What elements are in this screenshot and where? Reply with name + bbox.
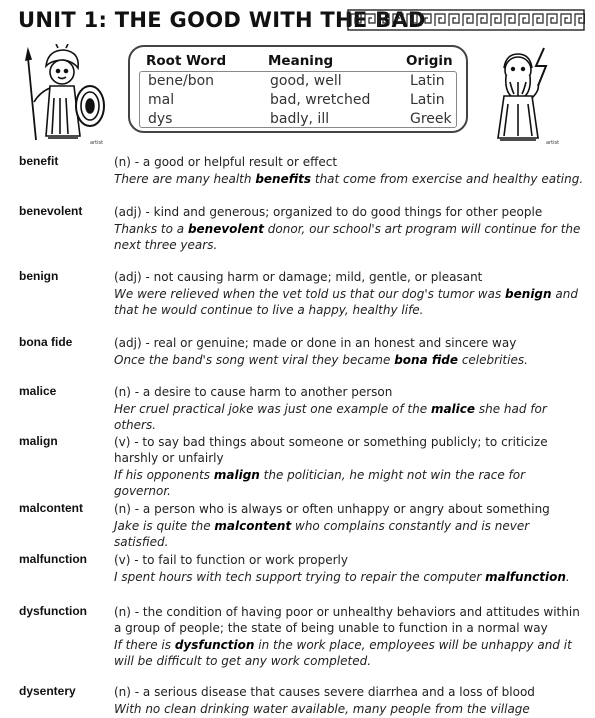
vocab-definition: (adj) - kind and generous; organized to do good things for other people (114, 205, 543, 219)
vocab-example: If his opponents malign the politician, he might not win the race for governor. (114, 468, 526, 498)
greek-key-border-icon (347, 9, 585, 31)
meaning-cell: badly, ill (270, 111, 330, 127)
vocab-word: malign (19, 434, 58, 448)
meaning-cell: good, well (270, 73, 342, 89)
origin-cell: Latin (410, 73, 445, 89)
vocab-example: Her cruel practical joke was just one example of the malice she had for others. (114, 402, 547, 432)
vocab-example-term: malfunction (485, 570, 566, 584)
vocab-example-term: malice (430, 402, 476, 416)
header-root-word: Root Word (146, 53, 227, 69)
credit-right: artist (546, 140, 560, 146)
vocab-word: malfunction (19, 552, 87, 566)
root-word-cell: bene/bon (148, 73, 215, 89)
vocab-word: malice (19, 384, 57, 398)
vocab-example-term: dysfunction (174, 638, 255, 652)
vocab-word: malcontent (19, 501, 84, 515)
vocab-word: dysfunction (19, 604, 87, 618)
vocab-definition: (n) - a desire to cause harm to another person (114, 385, 393, 399)
origin-cell: Greek (410, 111, 452, 127)
vocab-definition: (n) - a good or helpful result or effect (114, 155, 338, 169)
page-title: UNIT 1: THE GOOD WITH THE BAD (18, 8, 426, 32)
vocab-word: bona fide (19, 335, 73, 349)
vocab-definition: (n) - a serious disease that causes severe diarrhea and a loss of blood (114, 685, 535, 699)
athena-figure-icon (16, 44, 116, 148)
root-word-cell: dys (148, 111, 173, 127)
vocab-definition: (adj) - real or genuine; made or done in an honest and sincere way (114, 336, 517, 350)
vocab-example: With no clean drinking water available, many people from the village (114, 702, 530, 716)
origin-cell: Latin (410, 92, 445, 108)
vocab-example-term: benevolent (187, 222, 264, 236)
vocab-definition: (n) - the condition of having poor or unhealthy behaviors and attitudes within a group of people; the state of being unable to function in a normal way (114, 605, 580, 635)
vocab-example: Thanks to a benevolent donor, our school's art program will continue for the next three years. (114, 222, 581, 252)
vocab-example: There are many health benefits that come from exercise and healthy eating. (114, 172, 584, 186)
vocab-example: I spent hours with tech support trying to repair the computer malfunction. (114, 570, 570, 584)
meaning-cell: bad, wretched (270, 92, 371, 108)
vocab-example: If there is dysfunction in the work place, employees will be unhappy and it will be difficult to get any work completed. (114, 638, 572, 668)
vocab-word: benign (19, 269, 59, 283)
vocab-definition: (v) - to say bad things about someone or something publicly; to criticize harshly or unfairly (114, 435, 548, 465)
vocab-example-term: malcontent (214, 519, 292, 533)
vocab-example-term: bona fide (394, 353, 459, 367)
vocab-example-term: malign (213, 468, 260, 482)
vocab-definition: (adj) - not causing harm or damage; mild, gentle, or pleasant (114, 270, 483, 284)
vocab-example-term: benign (505, 287, 552, 301)
vocab-definition: (n) - a person who is always or often unhappy or angry about something (114, 502, 550, 516)
vocab-word: benevolent (19, 204, 83, 218)
vocab-example: We were relieved when the vet told us that our dog's tumor was benign and that he would continue to live a happy, healthy life. (114, 287, 578, 317)
vocab-word: benefit (19, 154, 59, 168)
header-meaning: Meaning (268, 53, 334, 69)
zeus-figure-icon (480, 46, 584, 146)
vocab-word: dysentery (19, 684, 76, 698)
root-word-table (128, 45, 468, 133)
root-table-body (139, 71, 457, 128)
vocab-example: Jake is quite the malcontent who complains constantly and is never satisfied. (114, 519, 530, 549)
credit-left: artist (90, 140, 104, 146)
header-origin: Origin (406, 53, 453, 69)
vocab-example-term: benefits (255, 172, 312, 186)
vocab-definition: (v) - to fail to function or work properly (114, 553, 348, 567)
root-word-cell: mal (148, 92, 175, 108)
vocab-example: Once the band's song went viral they became bona fide celebrities. (114, 353, 528, 367)
